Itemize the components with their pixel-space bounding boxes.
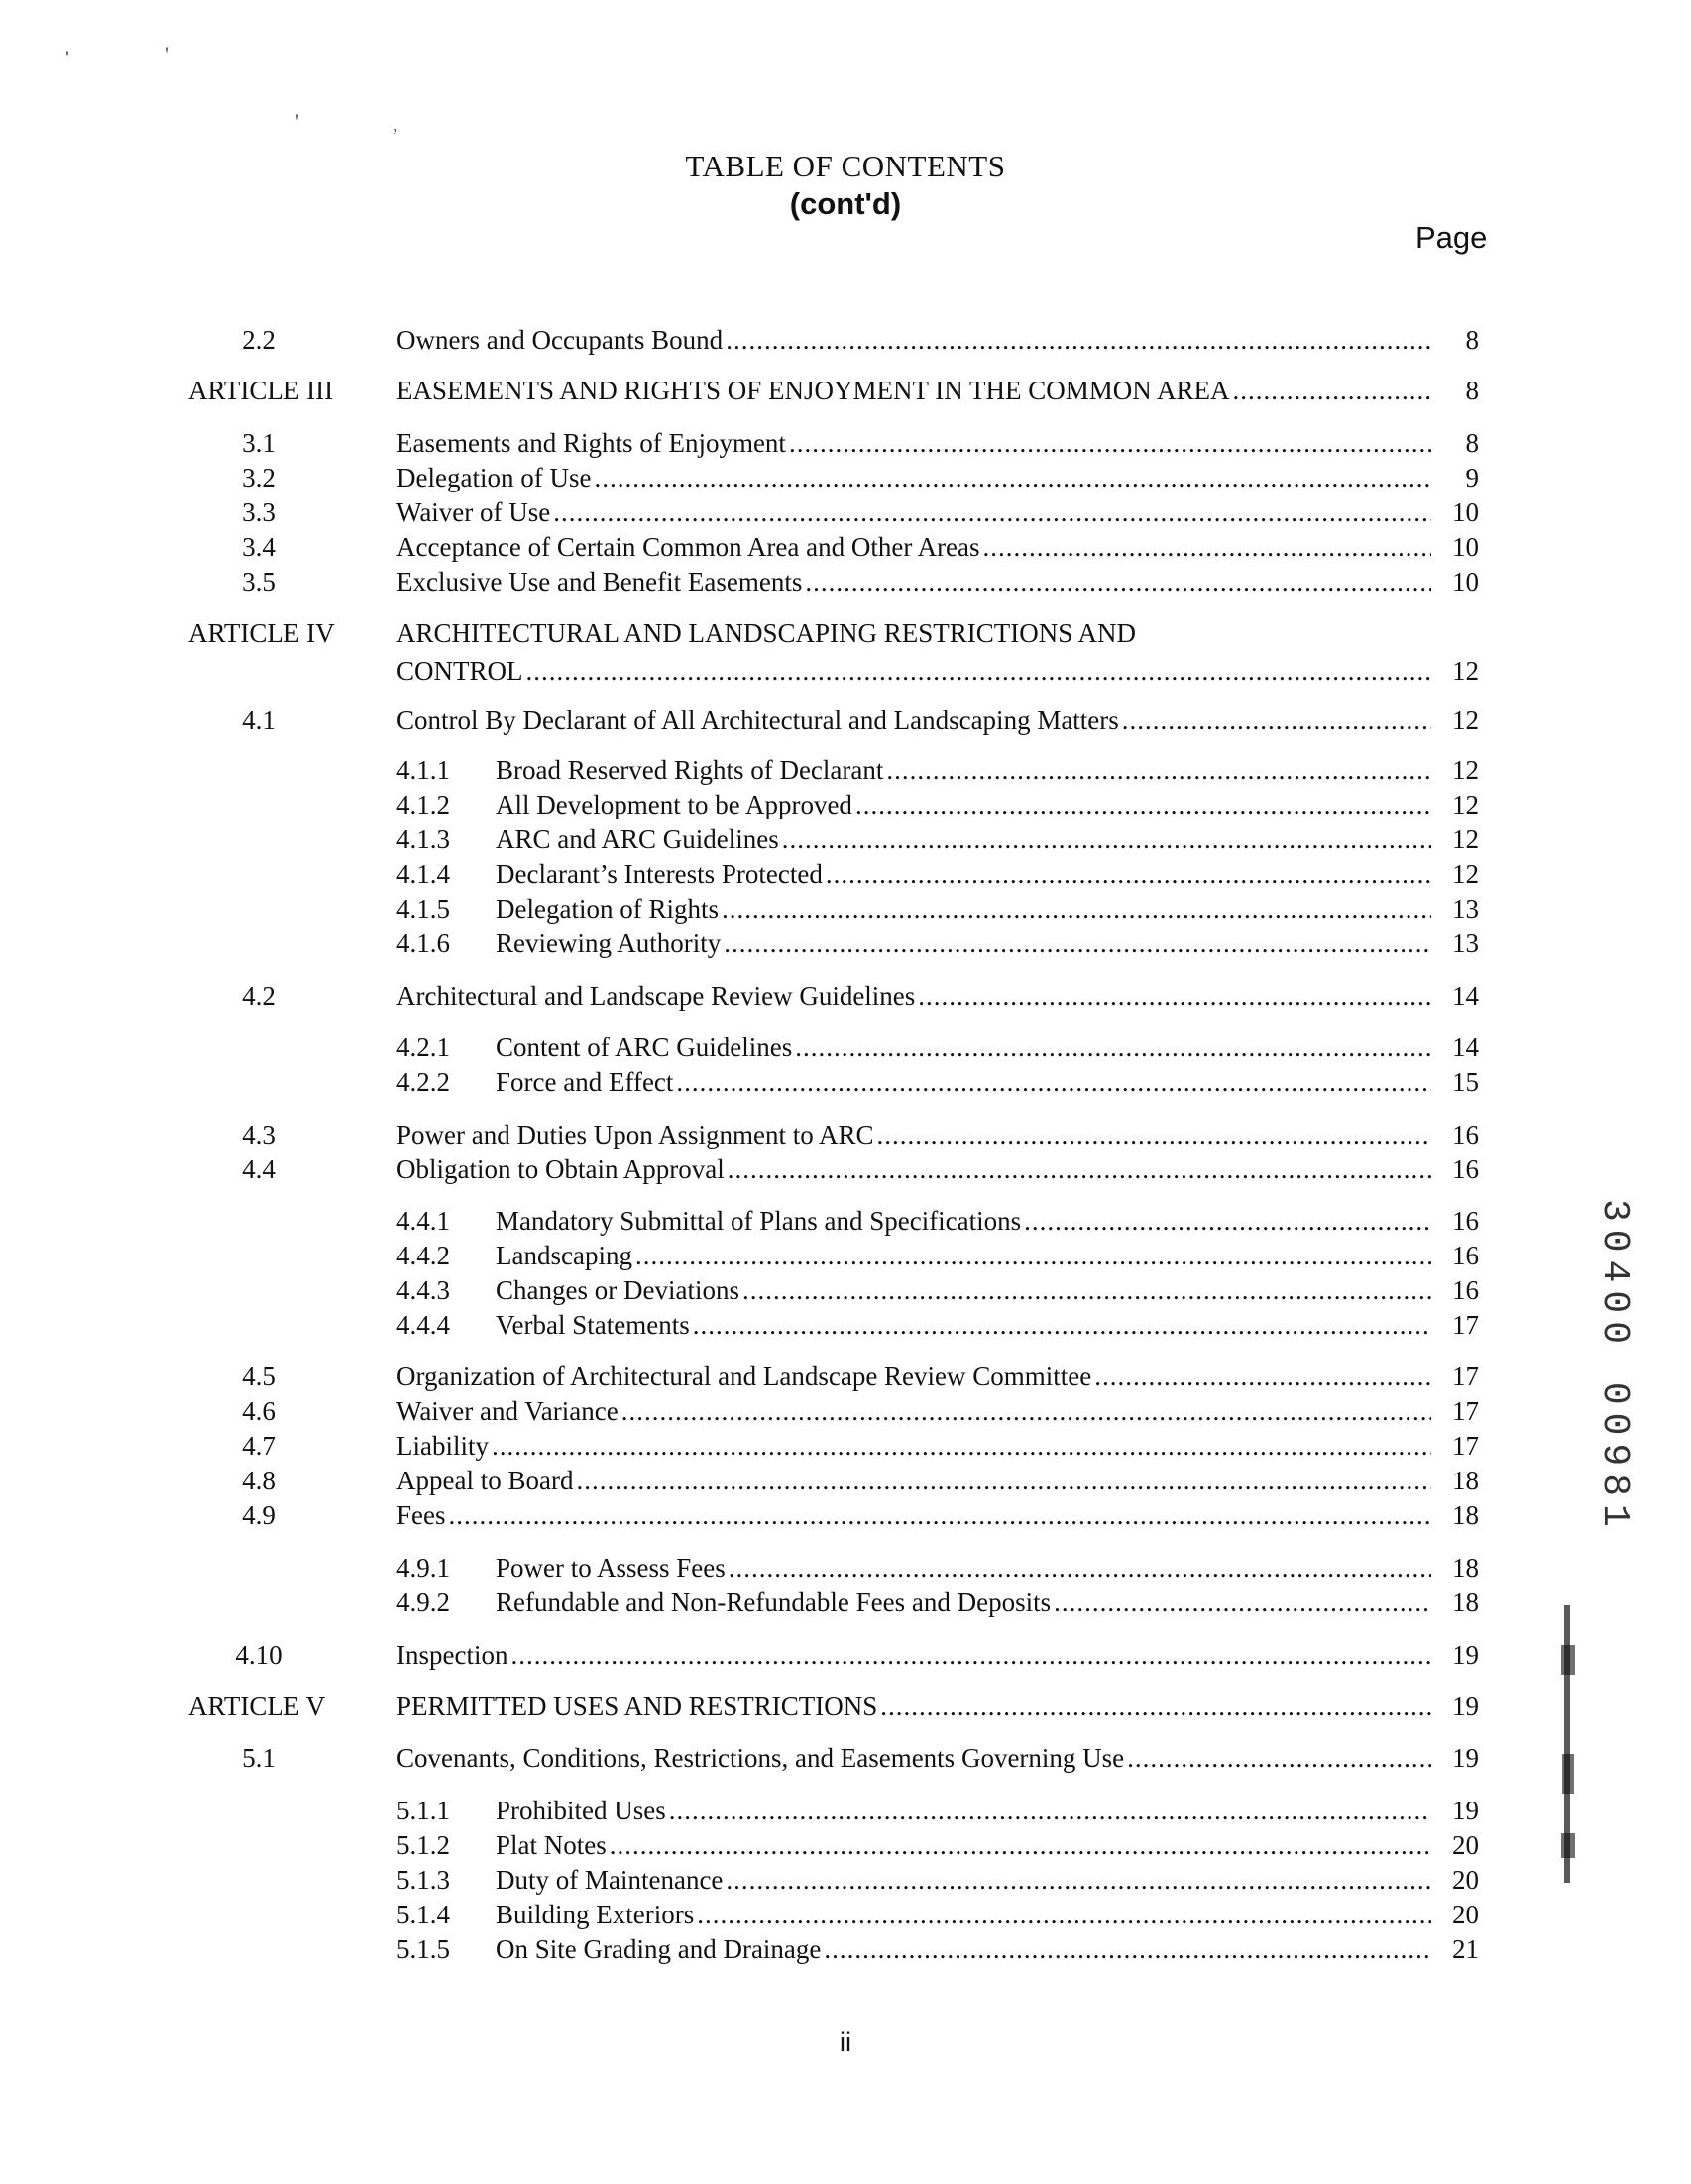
toc-number: 4.4.2 [396,1241,450,1270]
dot-leader [826,857,1431,891]
page-number: ii [840,2027,851,2057]
toc-title: All Development to be Approved [496,790,852,819]
toc-number: 4.1.5 [396,894,450,924]
dot-leader [1054,1585,1431,1619]
toc-title: Power to Assess Fees [496,1553,726,1583]
toc-number: 4.5 [242,1362,276,1391]
toc-title: Owners and Occupants Bound [396,325,724,355]
toc-page-number: 16 [1452,1206,1479,1236]
toc-number: 3.4 [242,532,276,562]
toc-page-number: 8 [1465,428,1479,458]
bates-stamp [1586,1199,1645,1535]
scan-mark: ' [65,46,69,70]
dot-leader [635,1239,1431,1272]
toc-number: 4.1.2 [396,790,450,819]
toc-number: 3.1 [242,428,276,458]
page-column-label: Page [1415,220,1488,255]
toc-section-row [0,1118,1691,1151]
toc-number: 4.4.3 [396,1275,450,1305]
dot-leader [697,1898,1431,1931]
toc-title: Control By Declarant of All Architectural and Landscaping Matters [396,706,1119,735]
toc-subsection-row [0,822,1691,856]
toc-page-number: 18 [1452,1553,1479,1583]
toc-page-number: 18 [1452,1466,1479,1495]
toc-title: Liability [396,1431,489,1461]
toc-title: ARC and ARC Guidelines [496,824,779,854]
toc-page-number: 9 [1465,463,1479,492]
toc-subsection-row [0,788,1691,821]
toc-number: ARTICLE III [188,376,334,405]
dot-leader [1094,1360,1431,1393]
toc-title: Easements and Rights of Enjoyment [396,428,786,458]
toc-page-number: 14 [1452,981,1479,1011]
toc-number: 2.2 [242,325,276,355]
dot-leader [877,1118,1431,1151]
dot-leader [789,426,1431,460]
toc-number: 4.1.1 [396,755,450,785]
toc-page-number: 18 [1452,1500,1479,1530]
toc-number: 4.7 [242,1431,276,1461]
toc-page-number: 17 [1452,1362,1479,1391]
dot-leader [918,979,1431,1013]
toc-title: Duty of Maintenance [496,1865,724,1895]
toc-subsection-row [0,1585,1691,1619]
dot-leader [1024,1204,1431,1238]
toc-section-row [0,979,1691,1013]
toc-title: Plat Notes [496,1830,607,1860]
toc-number: 4.9.2 [396,1587,450,1617]
toc-section-row [0,704,1691,737]
dot-leader [621,1394,1431,1428]
toc-number: 3.5 [242,567,276,597]
toc-title: Acceptance of Certain Common Area and Other Areas [396,532,980,562]
toc-title: Mandatory Submittal of Plans and Specifications [496,1206,1022,1236]
toc-title: Waiver and Variance [396,1396,619,1426]
dot-leader [676,1065,1431,1099]
toc-page-number: 17 [1452,1396,1479,1426]
toc-title: Fees [396,1500,446,1530]
toc-subsection-row [0,1308,1691,1342]
toc-section-row [0,461,1691,494]
dot-leader [726,323,1431,357]
toc-article-row [0,1690,1691,1723]
toc-subsection-row [0,1828,1691,1862]
toc-number: 4.1.3 [396,824,450,854]
toc-subsection-row [0,857,1691,891]
toc-title: On Site Grading and Drainage [496,1934,822,1964]
dot-leader [880,1690,1431,1723]
scan-artifact [1561,1605,1575,1883]
toc-page-number: 19 [1452,1796,1479,1825]
dot-leader [824,1932,1431,1966]
toc-number: 4.4.4 [396,1310,450,1340]
toc-title: Prohibited Uses [496,1796,666,1825]
toc-page-number: 10 [1452,497,1479,527]
toc-number: 4.8 [242,1466,276,1495]
toc-title: Obligation to Obtain Approval [396,1154,725,1184]
toc-section-row [0,1498,1691,1532]
toc-page-number: 8 [1465,325,1479,355]
toc-number: 3.3 [242,497,276,527]
toc-section-row [0,1638,1691,1672]
scan-mark: ' [295,109,299,134]
toc-number: 4.6 [242,1396,276,1426]
toc-page-number: 20 [1452,1830,1479,1860]
toc-title: Covenants, Conditions, Restrictions, and Easements Governing Use [396,1743,1125,1773]
toc-number: ARTICLE IV [188,618,335,648]
toc-subsection-row [0,892,1691,926]
toc-title: Building Exteriors [496,1900,695,1929]
dot-leader [1127,1741,1431,1775]
toc-page-number: 19 [1452,1640,1479,1670]
toc-section-row [0,1741,1691,1775]
dot-leader [669,1794,1431,1827]
toc-page-number: 19 [1452,1692,1479,1721]
toc-title: EASEMENTS AND RIGHTS OF ENJOYMENT IN THE COMMON AREA [396,376,1230,405]
dot-leader [729,1551,1431,1584]
scan-mark: , [393,111,398,136]
toc-number: 4.2.1 [396,1033,450,1062]
dot-leader [553,495,1431,529]
toc-title: Waiver of Use [396,497,551,527]
dot-leader [1233,374,1431,407]
dot-leader [742,1273,1431,1307]
dot-leader [782,822,1431,856]
toc-title: Architectural and Landscape Review Guidelines [396,981,916,1011]
toc-page-number: 12 [1452,824,1479,854]
toc-number: 4.9 [242,1500,276,1530]
toc-page-number: 12 [1452,706,1479,735]
toc-title: Landscaping [496,1241,632,1270]
toc-page-number: 21 [1452,1934,1479,1964]
toc-subsection-row [0,1932,1691,1966]
toc-section-row [0,1394,1691,1428]
toc-page-number: 10 [1452,567,1479,597]
toc-subsection-row [0,1239,1691,1272]
toc-page-number: 17 [1452,1431,1479,1461]
toc-title: Content of ARC Guidelines [496,1033,793,1062]
dot-leader [576,1464,1431,1497]
toc-page-number: 20 [1452,1865,1479,1895]
toc-page-number: 16 [1452,1275,1479,1305]
toc-subsection-row [0,1204,1691,1238]
toc-title-continued: CONTROL [396,656,523,686]
toc-title: Delegation of Rights [496,894,719,924]
toc-title: Refundable and Non-Refundable Fees and Deposits [496,1587,1052,1617]
dot-leader [726,1863,1431,1897]
toc-number: 5.1.2 [396,1830,450,1860]
toc-article-row [0,374,1691,407]
toc-page-number: 13 [1452,928,1479,958]
toc-subsection-row [0,1863,1691,1897]
toc-title: Broad Reserved Rights of Declarant [496,755,884,785]
toc-subsection-row [0,1031,1691,1064]
toc-number: 4.10 [235,1640,282,1670]
toc-title: Reviewing Authority [496,928,722,958]
dot-leader [693,1308,1431,1342]
dot-leader [722,892,1431,926]
toc-title: Power and Duties Upon Assignment to ARC [396,1120,874,1149]
toc-number: 5.1 [242,1743,276,1773]
scan-mark: ' [165,42,169,66]
toc-title: ARCHITECTURAL AND LANDSCAPING RESTRICTIONS AND [396,618,1137,648]
document-subtitle: (cont'd) [789,186,902,221]
dot-leader [805,565,1431,599]
toc-section-row [0,323,1691,357]
toc-subsection-row [0,753,1691,787]
toc-section-row [0,426,1691,460]
toc-subsection-row [0,1273,1691,1307]
toc-page-number: 16 [1452,1120,1479,1149]
toc-title: Verbal Statements [496,1310,690,1340]
dot-leader [510,1638,1431,1672]
toc-number: 4.4.1 [396,1206,450,1236]
dot-leader [886,753,1431,787]
toc-number: 4.1 [242,706,276,735]
toc-subsection-row [0,1898,1691,1931]
toc-subsection-row [0,1794,1691,1827]
toc-title: Force and Effect [496,1067,674,1097]
toc-page-number: 12 [1452,755,1479,785]
toc-number: 5.1.3 [396,1865,450,1895]
dot-leader [610,1828,1431,1862]
toc-number: ARTICLE V [188,1692,326,1721]
toc-section-row [0,1429,1691,1463]
toc-page-number: 14 [1452,1033,1479,1062]
toc-number: 4.2 [242,981,276,1011]
dot-leader [795,1031,1431,1064]
toc-section-row [0,1360,1691,1393]
toc-title: Inspection [396,1640,508,1670]
toc-subsection-row [0,1551,1691,1584]
toc-page-number: 17 [1452,1310,1479,1340]
toc-section-row [0,1152,1691,1186]
toc-article-row [0,616,1691,686]
toc-subsection-row [0,927,1691,960]
dot-leader [855,788,1431,821]
toc-page-number: 12 [1452,790,1479,819]
toc-number: 4.4 [242,1154,276,1184]
toc-subsection-row [0,1065,1691,1099]
toc-title: Changes or Deviations [496,1275,739,1305]
toc-number: 4.2.2 [396,1067,450,1097]
dot-leader [594,461,1431,494]
toc-title: Appeal to Board [396,1466,574,1495]
dot-leader [724,927,1431,960]
dot-leader [728,1152,1431,1186]
toc-page-number: 13 [1452,894,1479,924]
toc-page-number: 16 [1452,1154,1479,1184]
toc-number: 4.1.4 [396,859,450,889]
dot-leader [526,654,1432,688]
toc-number: 3.2 [242,463,276,492]
toc-title: Organization of Architectural and Landscape Review Committee [396,1362,1092,1391]
toc-page-number: 10 [1452,532,1479,562]
toc-page-number: 12 [1452,656,1479,686]
dot-leader [983,530,1431,564]
toc-title: Delegation of Use [396,463,592,492]
toc-section-row [0,530,1691,564]
toc-number: 5.1.5 [396,1934,450,1964]
toc-number: 5.1.1 [396,1796,450,1825]
toc-section-row [0,495,1691,529]
toc-number: 4.1.6 [396,928,450,958]
toc-page-number: 12 [1452,859,1479,889]
toc-page-number: 16 [1452,1241,1479,1270]
dot-leader [1122,704,1431,737]
toc-title: Declarant’s Interests Protected [496,859,823,889]
toc-page-number: 20 [1452,1900,1479,1929]
dot-leader [449,1498,1432,1532]
toc-number: 5.1.4 [396,1900,450,1929]
toc-number: 4.9.1 [396,1553,450,1583]
toc-title: Exclusive Use and Benefit Easements [396,567,803,597]
toc-number: 4.3 [242,1120,276,1149]
toc-section-row [0,1464,1691,1497]
toc-page-number: 19 [1452,1743,1479,1773]
dot-leader [492,1429,1431,1463]
toc-page-number: 15 [1452,1067,1479,1097]
document-title: TABLE OF CONTENTS [685,149,1006,183]
toc-section-row [0,565,1691,599]
bates-stamp-text: 30400 00981 [1593,1199,1635,1535]
toc-title: PERMITTED USES AND RESTRICTIONS [396,1692,878,1721]
toc-page-number: 18 [1452,1587,1479,1617]
toc-page-number: 8 [1465,376,1479,405]
